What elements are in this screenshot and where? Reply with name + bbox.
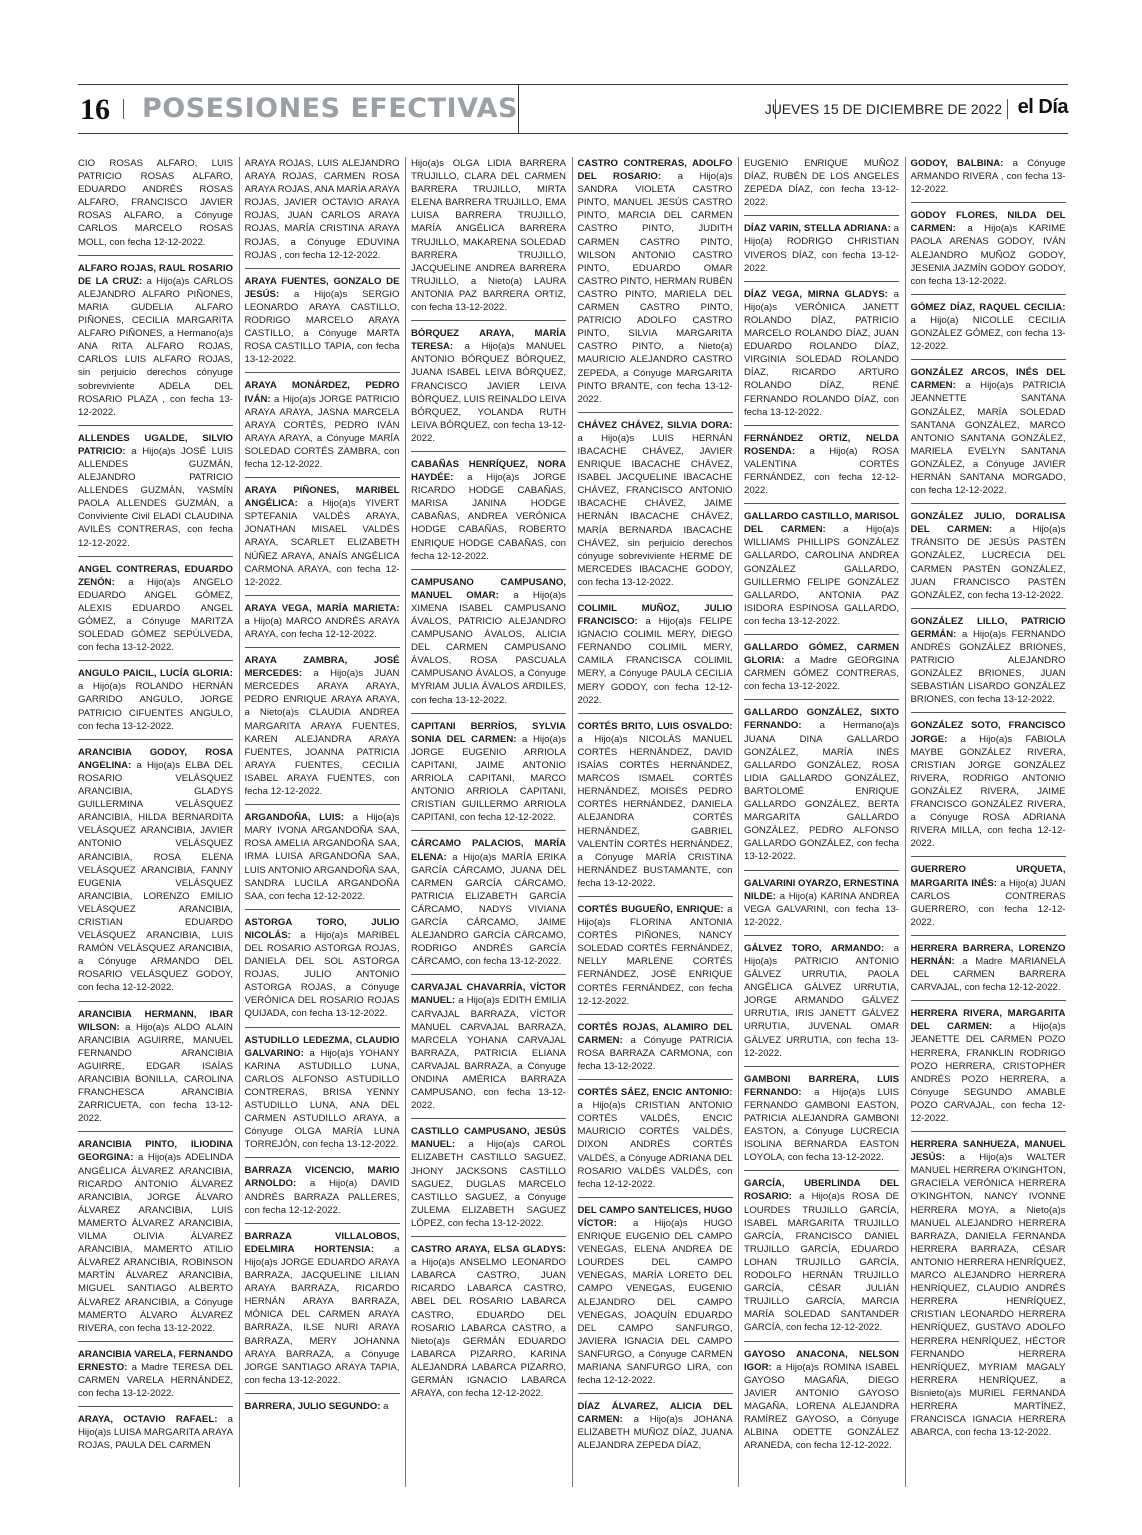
heirs-text: a Hijo(a)s NICOLÁS MANUEL CORTÉS HERNÁNDEZ, DAVID ISAÍAS CORTÉS HERNÁNDEZ, MARCOS ISMAEL CORTÉS HERNÁNDEZ, MOISÉS PEDRO CORTÉS HERNÁNDEZ, DANIELA ALEJANDRA CORTÉS HERNÁNDEZ, GABRIEL VALENTÍN CORTÉS HERNÁNDEZ, a Cónyuge MARÍA CRISTINA HERNÁNDEZ BUSTAMANTE, con fecha 13-12-2022. — [577, 733, 733, 889]
deceased-name: GÓMEZ DÍAZ, RAQUEL CECILIA: — [910, 301, 1066, 313]
notice-entry — [744, 222, 899, 281]
deceased-name: CORTÉS BUGUEÑO, ENRIQUE: — [577, 903, 724, 915]
notice-entry — [744, 706, 899, 870]
deceased-name: CABAÑAS HENRÍQUEZ, NORA HAYDÉE: — [411, 458, 566, 484]
notice-entry — [744, 942, 899, 1067]
notice-entry — [411, 576, 566, 714]
heirs-text: a Hijo(a)s TRÁNSITO DE JESÚS PASTÉN GONZÁLEZ, LUCRECIA DEL CARMEN PASTÉN GONZÁLEZ, JUAN FRANCISCO PASTÉN GONZÁLEZ, con fecha 13-12-2022. — [910, 524, 1066, 601]
heirs-text: a Hijo(a)s ROMINA ISABEL GAYOSO MAGAÑA, DIEGO JAVIER ANTONIO GAYOSO MAGAÑA, LORENA ALEJANDRA RAMÍREZ GAYOSO, a Cónyuge ALBINA ODETTE GONZÁLEZ ARANEDA, con fecha 12-12-2022. — [744, 1361, 899, 1452]
heirs-text: a Hijo(a)s ADELINDA ANGÉLICA ÁLVAREZ ARANCIBIA, RICARDO ANTONIO ÁLVAREZ ARANCIBIA, JORGE ÁLVARO ÁLVAREZ ARANCIBIA, LUIS MAMERTO ÁLVAREZ ARANCIBIA, VILMA OLIVIA ÁLVAREZ ARANCIBIA, MAMERTO ATILIO ÁLVAREZ ARANCIBIA, ROBINSON MARTÍN ÁLVAREZ ARANCIBIA, MIGUEL SANTIAGO ALBERTO ÁLVAREZ ARANCIBIA, a Cónyuge MAMERTO ÁLVARO ÁLVAREZ RIVERA, con fecha 13-12-2022. — [78, 1152, 233, 1334]
notice-entry — [411, 327, 566, 452]
deceased-name: CAPITANI BERRÍOS, SYLVIA SONIA DEL CARMEN: — [411, 720, 566, 745]
heirs-text: a Hijo(a)s JORGE EUGENIO ARRIOLA CAPITANI, JAIME ANTONIO ARRIOLA CAPITANI, MARCO ANTONIO ARRIOLA CAPITANI, CRISTIAN GUILLERMO ARRIOLA CAPITANI, con fecha 12-12-2022. — [411, 733, 566, 824]
deceased-name: GARCÍA, UBERLINDA DEL ROSARIO: — [744, 1178, 899, 1203]
notice-entry — [245, 602, 400, 648]
heirs-text: a Hijo(a)s ROLANDO HERNÁN GARRIDO ANGULO, JORGE PATRICIO CIFUENTES ANGULO, con fecha 13-12-2022. — [78, 681, 233, 732]
notice-entry — [78, 262, 233, 426]
heirs-text: a Hijo(a) DAVID ANDRÉS BARRAZA PALLERES, con fecha 12-12-2022. — [244, 1178, 400, 1216]
deceased-name: ALLENDES UGALDE, SILVIO PATRICIO: — [78, 432, 233, 457]
notice-entry — [411, 837, 566, 975]
deceased-name: ANGEL CONTRERAS, EDUARDO ZENÓN: — [78, 563, 233, 588]
notice-entry — [911, 942, 1066, 1001]
heirs-text: a Hijo(a)s FABIOLA MAYBE GONZÁLEZ RIVERA, CRISTIAN JORGE GONZÁLEZ RIVERA, RODRIGO ANTONIO GONZÁLEZ RIVERA, JAIME FRANCISCO GONZÁLEZ RIVERA, a Cónyuge ROSA ADRIANA RIVERA MILLA, con fecha 12-12-2022. — [910, 733, 1066, 850]
deceased-name: ARAYA PIÑONES, MARIBEL ANGÉLICA: — [244, 485, 400, 510]
heirs-text: a Hijo(a)s MARIBEL DEL ROSARIO ASTORGA ROJAS, DANIELA DEL SOL ASTORGA ROJAS, JULIO ANTONIO ASTORGA ROJAS, a Cónyuge VERÓNICA DEL ROSARIO ROJAS QUIJADA, con fecha 13-12-2022. — [244, 929, 400, 1020]
deceased-name: DÍAZ VEGA, MIRNA GLADYS: — [744, 288, 888, 300]
notice-column — [245, 157, 400, 1487]
notice-entry — [245, 1034, 400, 1159]
newspaper-logo: el Día — [1017, 96, 1068, 118]
deceased-name: CAMPUSANO CAMPUSANO, MANUEL OMAR: — [411, 576, 566, 601]
heirs-text: a Hijo(a) JUAN CARLOS CONTRERAS GUERRERO, con fecha 12-12-2022. — [910, 877, 1066, 928]
notice-entry — [578, 720, 733, 897]
notice-entry — [744, 877, 899, 936]
deceased-name: CHÁVEZ CHÁVEZ, SILVIA DORA: — [577, 419, 733, 431]
deceased-name: ARAYA MONÁRDEZ, PEDRO IVÁN: — [244, 380, 400, 405]
notice-entry — [245, 811, 400, 910]
column-rule — [239, 157, 240, 1487]
notice-entry — [911, 510, 1066, 609]
notice-entry — [411, 458, 566, 570]
deceased-name: HERRERA BARRERA, LORENZO HERNÁN: — [910, 942, 1066, 967]
notice-entry — [578, 602, 733, 714]
notice-entry — [78, 1348, 233, 1407]
notice-entry — [78, 1138, 233, 1341]
notice-entry — [245, 916, 400, 1028]
heirs-text: a Hijo(a)s SERGIO LEONARDO ARAYA CASTILLO, RODRIGO MARCELO ARAYA CASTILLO, a Cónyuge MARTA ROSA CASTILLO TAPIA, con fecha 13-12-2022. — [244, 288, 400, 366]
deceased-name: GALLARDO CASTILLO, MARISOL DEL CARMEN: — [744, 511, 899, 536]
deceased-name: ARAYA, OCTAVIO RAFAEL: — [78, 1414, 218, 1426]
header-separator — [123, 99, 124, 119]
notice-entry — [245, 157, 400, 269]
heirs-text: a Hijo(a)s EDITH EMILIA CARVAJAL BARRAZA, VÍCTOR MANUEL CARVAJAL BARRAZA, MARCELA YOHANA CARVAJAL BARRAZA, PATRICIA ELIANA CARVAJAL BARRAZA, a Cónyuge ONDINA AMÉRICA BARRAZA CAMPUSANO, con fecha 13-12-2022. — [411, 995, 566, 1112]
heirs-text: a Cónyuge PATRICIA ROSA BARRAZA CARMONA, con fecha 13-12-2022. — [577, 1034, 733, 1072]
notice-entry — [245, 275, 400, 374]
notice-entry — [411, 1243, 566, 1406]
heirs-text: a Hijo(a)s ELBA DEL ROSARIO VELÁSQUEZ ARANCIBIA, GLADYS GUILLERMINA VELÁSQUEZ ARANCIBIA, HILDA BERNARDITA VELÁSQUEZ ARANCIBIA, JAVIER ANTONIO VELÁSQUEZ ARANCIBIA, ROSA ELENA VELÁSQUEZ ARANCIBIA, FANNY EUGENIA VELÁSQUEZ ARANCIBIA, LORENZO EMILIO VELÁSQUEZ ARANCIBIA, CRISTIAN EDUARDO VELÁSQUEZ ARANCIBIA, LUIS RAMÓN VELÁSQUEZ ARANCIBIA, a Cónyuge ARMANDO DEL ROSARIO VELÁSQUEZ GODOY, con fecha 12-12-2022. — [78, 759, 233, 994]
heirs-text: a Hijo(a) ROSA VALENTINA CORTÉS FERNÁNDEZ, con fecha 12-12-2022. — [744, 445, 899, 497]
notice-entry — [911, 209, 1066, 295]
deceased-name: GODOY FLORES, NILDA DEL CARMEN: — [910, 210, 1066, 235]
issue-date: JUEVES 15 DE DICIEMBRE DE 2022 — [764, 101, 1002, 117]
notice-column — [578, 157, 733, 1487]
header-separator — [1007, 99, 1008, 119]
heirs-text: a Hijo(a)s CARLOS ALEJANDRO ALFARO PIÑONES, MARIA GUDELIA ALFARO PIÑONES, CECILIA MARGARITA ALFARO PIÑONES, a Hermano(a)s ANA RITA ALFARO ROJAS, CARLOS LUIS ALFARO ROJAS, sin perjuicio derechos cónyuge sobreviviente ADELA DEL ROSARIO PLAZA , con fecha 13-12-2022. — [78, 275, 233, 418]
notice-entry — [744, 288, 899, 426]
deceased-name: ARANCIBIA GODOY, ROSA ANGELINA: — [78, 746, 233, 771]
deceased-name: ASTUDILLO LEDEZMA, CLAUDIO GALVARINO: — [244, 1034, 400, 1059]
heirs-text: a Hijo(a)s VERÓNICA JANETT ROLANDO DÍAZ, PATRICIO MARCELO ROLANDO DÍAZ, JUAN EDUARDO ROLANDO DÍAZ, VIRGINIA SOLEDAD ROLANDO DÍAZ, RICARDO ARTURO ROLANDO DÍAZ, RENÉ FERNANDO ROLANDO DÍAZ, con fecha 13-12-2022. — [744, 288, 899, 418]
heirs-text: a Hijo(a)s JORGE PATRICIO ARAYA ARAYA, JASNA MARCELA ARAYA CORTÉS, PEDRO IVÁN ARAYA ARAYA, a Cónyuge MARÍA SOLEDAD CORTÉS ZAMBRA, con fecha 12-12-2022. — [244, 393, 400, 470]
deceased-name: ARGANDOÑA, LUIS: — [244, 812, 345, 824]
deceased-name: COLIMIL MUÑOZ, JULIO FRANCISCO: — [577, 603, 733, 628]
deceased-name: ALFARO ROJAS, RAUL ROSARIO DE LA CRUZ: — [78, 262, 233, 287]
notice-entry — [245, 484, 400, 596]
notice-entry — [744, 1348, 899, 1459]
heirs-text: a Cónyuge ARMANDO RIVERA , con fecha 13-12-2022. — [910, 158, 1066, 196]
page-header — [78, 84, 1068, 134]
notice-entry — [78, 667, 233, 739]
deceased-name: ASTORGA TORO, JULIO NICOLÁS: — [244, 916, 400, 941]
notice-entry — [78, 746, 233, 1002]
heirs-text: a Hijo(a)s FELIPE IGNACIO COLIMIL MERY, DIEGO FERNANDO COLIMIL MERY, CAMILA FRANCISCA COLIMIL MERY, a Cónyuge PAULA CECILIA MERY GODOY, con fecha 12-12-2022. — [577, 616, 733, 706]
heirs-text: a Hijo(a)s CRISTIAN ANTONIO CORTÉS VALDÉS, ENCIC MAURICIO CORTÉS VALDÉS, DIXON ANDRÉS CORTÉS VALDÉS, a Cónyuge ADRIANA DEL ROSARIO VALDÉS VALDÉS, con fecha 12-12-2022. — [577, 1100, 733, 1190]
deceased-name: HERRERA SANHUEZA, MANUEL JESÚS: — [910, 1139, 1066, 1164]
deceased-name: CASTRO ARAYA, ELSA GLADYS: — [411, 1244, 566, 1256]
heirs-text: a Hijo(a)s WILLIAMS PHILLIPS GONZÁLEZ GALLARDO, CAROLINA ANDREA GONZÁLEZ GALLARDO, GUILLERMO FELIPE GONZÁLEZ GALLARDO, ANTONIA PAZ ISIDORA ESPINOSA GALLARDO, con fecha 13-12-2022. — [744, 524, 899, 627]
heirs-text: a Hijo(a)s MANUEL ANTONIO BÓRQUEZ BÓRQUEZ, JUANA ISABEL LEIVA BÓRQUEZ, FRANCISCO JAVIER LEIVA BÓRQUEZ, LUIS REINALDO LEIVA BÓRQUEZ, YOLANDA RUTH LEIVA BÓRQUEZ, con fecha 13-12-2022. — [411, 341, 566, 444]
notice-entry — [78, 1008, 233, 1133]
heirs-text: a Hijo(a)s FLORINA ANTONIA CORTÉS PIÑONES, NANCY SOLEDAD CORTÉS FERNÁNDEZ, NELLY MARLENE CORTÉS FERNÁNDEZ, JOSÉ ENRIQUE CORTÉS FERNÁNDEZ, con fecha 12-12-2022. — [577, 903, 733, 1007]
notice-entry — [578, 419, 733, 596]
heirs-text: a Hijo(a)s JORGE RICARDO HODGE CABAÑAS, MARISA JANINA HODGE CABAÑAS, ANDREA VERÓNICA HODGE CABAÑAS, ROBERTO ENRIQUE HODGE CABAÑAS, con fecha 12-12-2022. — [411, 472, 566, 562]
deceased-name: ARAYA ZAMBRA, JOSÉ MERCEDES: — [244, 655, 400, 680]
notice-entry — [578, 1204, 733, 1394]
deceased-name: BÓRQUEZ ARAYA, MARÍA TERESA: — [411, 328, 566, 353]
notice-entry — [78, 432, 233, 557]
heirs-text: a Hijo(a)s ROSA DE LOURDES TRUJILLO GARCÍA, ISABEL MARGARITA TRUJILLO GARCÍA, FRANCISCO DANIEL TRUJILLO GARCÍA, EDUARDO LOHAN TRUJILLO GARCÍA, RODOLFO HERNÁN TRUJILLO GARCÍA, CÉSAR JULIÁN TRUJILLO GARCÍA, MARCIA MARÍA SOLEDAD SANTANDER GARCÍA, con fecha 12-12-2022. — [744, 1191, 899, 1334]
deceased-name: ANGULO PAICIL, LUCÍA GLORIA: — [78, 668, 233, 680]
deceased-name: BARRERA, JULIO SEGUNDO: — [244, 1400, 381, 1412]
column-rule — [572, 157, 573, 1487]
deceased-name: GAYOSO ANACONA, NELSON IGOR: — [744, 1348, 899, 1373]
heirs-text: a Hijo(a)s CAROL ELIZABETH CASTILLO SAGUEZ, JHONY JACKSONS CASTILLO SAGUEZ, DUGLAS MARCELO CASTILLO SAGUEZ, a Cónyuge ZULEMA ELIZABETH SAGUEZ LÓPEZ, con fecha 13-12-2022. — [411, 1139, 566, 1229]
heirs-text: a Hijo(a)s LUISA MARGARITA ARAYA ROJAS, PAULA DEL CARMEN — [78, 1414, 233, 1452]
notice-entry — [911, 301, 1066, 360]
heirs-text: a Hijo(a)s LUIS HERNÁN IBACACHE CHÁVEZ, JAVIER ENRIQUE IBACACHE CHÁVEZ, ISABEL JACQUELINE IBACACHE CHÁVEZ, FRANCISCO ANTONIO IBACACHE CHÁVEZ, JAIME HERNÁN IBACACHE CHÁVEZ, MARÍA BERNARDA IBACACHE CHÁVEZ, sin perjuicio derechos cónyuge sobreviviente HERME DE MERCEDES IBACACHE GODOY, con fecha 13-12-2022. — [577, 432, 733, 588]
deceased-name: CORTÉS SÁEZ, ENCIC ANTONIO: — [577, 1087, 733, 1099]
deceased-name: ARANCIBIA PINTO, ILIODINA GEORGINA: — [78, 1139, 233, 1164]
notice-entry — [911, 366, 1066, 504]
heirs-text: a Hijo(a)s JEANETTE DEL CARMEN POZO HERRERA, FRANKLIN RODRIGO POZO HERRERA, CRISTOPHER ANDRÉS POZO HERRERA, a Cónyuge SEGUNDO AMABLE POZO CARVAJAL, con fecha 12-12-2022. — [910, 1021, 1066, 1124]
heirs-text: CIO ROSAS ALFARO, LUIS PATRICIO ROSAS ALFARO, EDUARDO ANDRÉS ROSAS ALFARO, FRANCISCO JAVIER ROSAS ALFARO, a Cónyuge CARLOS MARCELO ROSAS MOLL, con fecha 12-12-2022. — [78, 158, 233, 248]
section-title: POSESIONES EFECTIVAS — [142, 93, 518, 124]
heirs-text: EUGENIO ENRIQUE MUÑOZ DÍAZ, RUBÉN DE LOS ANGELES ZEPEDA DÍAZ, con fecha 13-12-2022. — [744, 158, 899, 209]
deceased-name: GUERRERO URQUETA, MARGARITA INÉS: — [910, 864, 1066, 889]
heirs-text: a Hijo(a)s JOSÉ LUIS ALLENDES GUZMÁN, ALEJANDRO PATRICIO ALLENDES GUZMÁN, YASMÍN PAOLA ALLENDES GUZMÁN, a Conviviente Civil ELADI CLAUDINA AVILÉS CONTRERAS, con fecha 12-12-2022. — [78, 445, 233, 549]
heirs-text: a Hijo(a)s JUAN MERCEDES ARAYA ARAYA, PEDRO ENRIQUE ARAYA ARAYA, a Nieto(a)s CLAUDIA ANDREA MARGARITA ARAYA FUENTES, KAREN ALEJANDRA ARAYA FUENTES, JOANNA PATRICIA ARAYA FUENTES, CECILIA ISABEL ARAYA FUENTES, con fecha 12-12-2022. — [244, 668, 400, 798]
heirs-text: a Hijo(a)s MARY IVONA ARGANDOÑA SAA, ROSA AMELIA ARGANDOÑA SAA, IRMA LUISA ARGANDOÑA SAA, LUIS ANTONIO ARGANDOÑA SAA, SANDRA LUCILA ARGANDOÑA SAA, con fecha 12-12-2022. — [244, 812, 400, 902]
notice-column — [78, 157, 233, 1487]
heirs-text: a Hijo(a)s LUIS FERNANDO GAMBONI EASTON, PATRICIA ALEJANDRA GAMBONI EASTON, a Cónyuge LUCRECIA ISOLINA BERNARDA EASTON LOYOLA, con fecha 13-12-2022. — [744, 1086, 899, 1164]
deceased-name: BARRAZA VILLALOBOS, EDELMIRA HORTENSIA: — [244, 1230, 400, 1255]
notice-entry — [744, 510, 899, 635]
notice-column — [411, 157, 566, 1487]
notice-entry — [744, 1073, 899, 1172]
deceased-name: GONZÁLEZ LILLO, PATRICIO GERMÁN: — [910, 615, 1066, 640]
deceased-name: GAMBONI BARRERA, LUIS FERNANDO: — [744, 1073, 899, 1098]
heirs-text: a Hijo(a)s SANDRA VIOLETA CASTRO PINTO, MANUEL JESÚS CASTRO PINTO, MARCIA DEL CARMEN CASTRO PINTO, JUDITH CARMEN CASTRO PINTO, WILSON ANTONIO CASTRO PINTO, EDUARDO OMAR CASTRO PINTO, HERMAN RUBÉN CASTRO PINTO, MARIELA DEL CARMEN CASTRO PINTO, PATRICIO ADOLFO CASTRO PINTO, SILVIA MARGARITA CASTRO PINTO, a Nieto(a) MAURICIO ALEJANDRO CASTRO ZEPEDA, a Cónyuge MARGARITA PINTO BRANTE, con fecha 13-12-2022. — [577, 171, 733, 405]
heirs-text: a Hijo(a)s JOHANA ELIZABETH MUÑOZ DÍAZ, JUANA ALEJANDRA ZEPEDA DÍAZ, — [577, 1414, 733, 1452]
heirs-text: a Hijo(a)s HUGO ENRIQUE EUGENIO DEL CAMPO VENEGAS, ELENA ANDREA DE LOURDES DEL CAMPO VENEGAS, MARÍA LORETO DEL CAMPO VENEGAS, EUGENIO ALEJANDRO DEL CAMPO VENEGAS, JOAQUÍN EDUARDO DEL CAMPO SANFURGO, JAVIERA IGNACIA DEL CAMPO SANFURGO, a Cónyuge CARMEN MARIANA SANFURGO LIRA, con fecha 12-12-2022. — [577, 1217, 733, 1387]
heirs-text: a Hijo(a)s JORGE EDUARDO ARAYA BARRAZA, JACQUELINE LILIAN ARAYA BARRAZA, RICARDO HERNÁN ARAYA BARRAZA, MÓNICA DEL CARMEN ARAYA BARRAZA, ILSE NURI ARAYA BARRAZA, MERY JOHANNA ARAYA BARRAZA, a Cónyuge JORGE SANTIAGO ARAYA TAPIA, con fecha 13-12-2022. — [244, 1243, 400, 1386]
heirs-text: a Hijo(a)s WALTER MANUEL HERRERA O'KINGHTON, GRACIELA VERÓNICA HERRERA O'KINGHTON, NANCY IVONNE HERRERA MOYA, a Nieto(a)s MANUEL ALEJANDRO HERRERA BARRAZA, DANIELA FERNANDA HERRERA BARRAZA, CÉSAR ANTONIO HERRERA HENRÍQUEZ, MARCO ALEJANDRO HERRERA HENRÍQUEZ, CLAUDIO ANDRÉS HERRERA HENRÍQUEZ, CRISTIAN LEONARDO HERRERA HENRÍQUEZ, GUSTAVO ADOLFO HERRERA HENRÍQUEZ, HÉCTOR FERNANDO HERRERA HENRÍQUEZ, MYRIAM MAGALY HERRERA HENRÍQUEZ, a Bisnieto(a)s MURIEL FERNANDA HERRERA MARTÍNEZ, FRANCISCA IGNACIA HERRERA ABARCA, con fecha 13-12-2022. — [910, 1152, 1066, 1439]
notice-entry — [245, 1230, 400, 1394]
heirs-text: a Hijo(a)s ALDO ALAIN ARANCIBIA AGUIRRE, MANUEL FERNANDO ARANCIBIA AGUIRRE, EDGAR ISAÍAS ARANCIBIA BONILLA, CAROLINA FRANCHESCA ARANCIBIA ZARRICUETA, con fecha 13-12-2022. — [78, 1021, 233, 1125]
heirs-text: a Hijo(a)s PATRICIA JEANNETTE SANTANA GONZÁLEZ, MARÍA SOLEDAD SANTANA GONZÁLEZ, MARCO ANTONIO SANTANA GONZÁLEZ, MARIELA EVELYN SANTANA GONZÁLEZ, a Cónyuge JAVIER HERNÁN SANTANA MORGADO, con fecha 12-12-2022. — [910, 380, 1066, 497]
heirs-text: a Hijo(a) NICOLLE CECILIA GONZÁLEZ GÓMEZ, con fecha 13-12-2022. — [910, 314, 1066, 353]
heirs-text: a Hijo(a) MARCO ANDRÉS ARAYA ARAYA, con fecha 12-12-2022. — [244, 615, 400, 640]
heirs-text: a Hijo(a)s ANGELO EDUARDO ANGEL GÓMEZ, ALEXIS EDUARDO ANGEL GÓMEZ, a Cónyuge MARITZA SOLEDAD GÓMEZ SEPÚLVEDA, con fecha 13-12-2022. — [78, 576, 233, 654]
notice-entry — [911, 1007, 1066, 1132]
heirs-text: a Hijo(a) KARINA ANDREA VEGA GALVARINI, con fecha 13-12-2022. — [744, 890, 899, 928]
heirs-text: a Madre GEORGINA CARMEN GÓMEZ CONTRERAS, con fecha 13-12-2022. — [744, 655, 899, 693]
deceased-name: GONZÁLEZ SOTO, FRANCISCO JORGE: — [910, 720, 1066, 745]
deceased-name: DÍAZ ÁLVAREZ, ALICIA DEL CARMEN: — [577, 1401, 733, 1426]
heirs-text: a Hijo(a)s XIMENA ISABEL CAMPUSANO ÁVALOS, PATRICIO ALEJANDRO CAMPUSANO ÁVALOS, ALICIA DEL CARMEN CAMPUSANO ÁVALOS, ROSA PASCUALA CAMPUSANO ÁVALOS, a Cónyuge MYRIAM JULIA ÁVALOS ARDILES, con fecha 13-12-2022. — [411, 589, 566, 706]
deceased-name: ARANCIBIA HERMANN, IBAR WILSON: — [78, 1008, 233, 1033]
heirs-text: a Hijo(a)s ANSELMO LEONARDO LABARCA CASTRO, JUAN RICARDO LABARCA CASTRO, ABEL DEL ROSARIO LABARCA CASTRO, EDUARDO DEL ROSARIO LABARCA CASTRO, a Nieto(a)s GERMÁN EDUARDO LABARCA PIZARRO, KARINA ALEJANDRA LABARCA PIZARRO, GERMÁN IGNACIO LABARCA ARAYA, con fecha 12-12-2022. — [411, 1257, 566, 1400]
deceased-name: GALLARDO GONZÁLEZ, SIXTO FERNANDO: — [744, 707, 899, 732]
notice-entry — [911, 719, 1066, 857]
heirs-text: a Hijo(a)s MARÍA ERIKA GARCÍA CÁRCAMO, JUANA DEL CARMEN GARCÍA CÁRCAMO, PATRICIA ELIZABETH GARCÍA CÁRCAMO, NADYS VIVIANA GARCÍA CÁRCAMO, JAIME ALEJANDRO GARCÍA CÁRCAMO, RODRIGO ANDRÉS GARCÍA CÁRCAMO, con fecha 13-12-2022. — [411, 851, 566, 968]
notice-entry — [245, 654, 400, 805]
notice-entry — [245, 379, 400, 478]
heirs-text: a Hijo(a)s FERNANDO ANDRÉS GONZÁLEZ BRIONES, PATRICIO ALEJANDRO GONZÁLEZ BRIONES, JUAN SEBASTIÁN LISARDO GONZÁLEZ BRIONES, con fecha 13-12-2022. — [910, 628, 1066, 706]
notice-entry — [744, 157, 899, 216]
column-rule — [738, 157, 739, 1487]
deceased-name: ARANCIBIA VARELA, FERNANDO ERNESTO: — [78, 1348, 233, 1373]
column-rule — [405, 157, 406, 1487]
heirs-text: a Hijo(a)s PATRICIO ANTONIO GÁLVEZ URRUTIA, PAOLA ANGÉLICA GÁLVEZ URRUTIA, JORGE ARMANDO GÁLVEZ URRUTIA, IRIS JANETT GÁLVEZ URRUTIA, JUVENAL OMAR GÁLVEZ URRUTIA, con fecha 13-12-2022. — [744, 942, 899, 1059]
heirs-text: a Madre MARIANELA DEL CARMEN BARRERA CARVAJAL, con fecha 12-12-2022. — [910, 955, 1066, 994]
notice-entry — [78, 157, 233, 256]
notice-entry — [245, 1400, 400, 1419]
notice-entry — [744, 641, 899, 700]
notice-entry — [911, 615, 1066, 714]
heirs-text: a — [383, 1400, 389, 1412]
page-number: 16 — [80, 93, 110, 126]
deceased-name: HERRERA RIVERA, MARGARITA DEL CARMEN: — [910, 1008, 1066, 1033]
notice-columns — [78, 157, 1068, 1487]
column-rule — [905, 157, 906, 1487]
heirs-text: a Hermano(a)s JUANA DINA GALLARDO GONZÁLEZ, MARÍA INÉS GALLARDO GONZÁLEZ, ROSA LIDIA GALLARDO GONZÁLEZ, BARTOLOMÉ ENRIQUE GALLARDO GONZÁLEZ, BERTA MARGARITA GALLARDO GONZÁLEZ, PEDRO ALFONSO GALLARDO GONZÁLEZ, con fecha 13-12-2022. — [744, 720, 899, 863]
notice-entry — [411, 981, 566, 1119]
deceased-name: GALLARDO GÓMEZ, CARMEN GLORIA: — [744, 642, 899, 667]
heirs-text: a Hijo(a)s KARIME PAOLA ARENAS GODOY, IVÁN ALEJANDRO MUÑOZ GODOY, JESENIA JAZMÍN GODOY GODOY, con fecha 13-12-2022. — [910, 223, 1066, 287]
heirs-text: a Hijo(a)s YIVERT SPTEFANIA VALDÉS ARAYA, JONATHAN MISAEL VALDÉS ARAYA, SCARLET ELIZABETH NÚÑEZ ARAYA, ANAÍS ANGÉLICA CARMONA ARAYA, con fecha 12-12-2022. — [244, 498, 400, 588]
deceased-name: CORTÉS ROJAS, ALAMIRO DEL CARMEN: — [577, 1021, 733, 1046]
heirs-text: ARAYA ROJAS, LUIS ALEJANDRO ARAYA ROJAS, CARMEN ROSA ARAYA ROJAS, ANA MARÍA ARAYA ROJAS, JAVIER OCTAVIO ARAYA ROJAS, JUAN CARLOS ARAYA ROJAS, MARÍA CRISTINA ARAYA ROJAS, a Cónyuge EDUVINA ROJAS , con fecha 12-12-2022. — [244, 158, 400, 261]
deceased-name: ARAYA FUENTES, GONZALO DE JESÚS: — [244, 275, 400, 300]
deceased-name: CASTRO CONTRERAS, ADOLFO DEL ROSARIO: — [577, 158, 733, 183]
deceased-name: FERNÁNDEZ ORTIZ, NELDA ROSENDA: — [744, 432, 899, 457]
notice-entry — [578, 1021, 733, 1080]
notice-entry — [245, 1164, 400, 1223]
notice-entry — [911, 1138, 1066, 1445]
deceased-name: CASTILLO CAMPUSANO, JESÚS MANUEL: — [411, 1126, 566, 1151]
notice-entry — [911, 157, 1066, 203]
notice-entry — [578, 157, 733, 413]
notice-entry — [578, 903, 733, 1015]
deceased-name: ARAYA VEGA, MARÍA MARIETA: — [244, 602, 400, 614]
heirs-text: Hijo(a)s OLGA LIDIA BARRERA TRUJILLO, CLARA DEL CARMEN BARRERA TRUJILLO, MIRTA ELENA BARRERA TRUJILLO, EMA LUISA BARRERA TRUJILLO, MARÍA ANGÉLICA BARRERA TRUJILLO, MAKARENA SOLEDAD BARRERA TRUJILLO, JACQUELINE ANDREA BARRERA TRUJILLO, a Nieto(a) LAURA ANTONIA PAZ BARRERA ORTIZ, con fecha 13-12-2022. — [411, 158, 566, 314]
notice-entry — [411, 157, 566, 321]
notice-column — [744, 157, 899, 1487]
notice-entry — [578, 1400, 733, 1458]
deceased-name: GÁLVEZ TORO, ARMANDO: — [744, 942, 885, 954]
deceased-name: GALVARINI OYARZO, ERNESTINA NILDE: — [744, 877, 899, 902]
deceased-name: GONZÁLEZ JULIO, DORALISA DEL CARMEN: — [910, 511, 1066, 536]
heirs-text: a Madre TERESA DEL CARMEN VARELA HERNÁNDEZ, con fecha 13-12-2022. — [78, 1361, 233, 1400]
deceased-name: GODOY, BALBINA: — [910, 158, 1004, 169]
deceased-name: DÍAZ VARIN, STELLA ADRIANA: — [744, 223, 891, 235]
deceased-name: GONZÁLEZ ARCOS, INÉS DEL CARMEN: — [910, 367, 1066, 392]
header-divider — [518, 85, 519, 133]
notice-column — [911, 157, 1066, 1487]
deceased-name: CARVAJAL CHAVARRÍA, VÍCTOR MANUEL: — [411, 982, 566, 1007]
notice-entry — [78, 1413, 233, 1458]
deceased-name: CÁRCAMO PALACIOS, MARÍA ELENA: — [411, 838, 566, 863]
heirs-text: a Hijo(a) RODRIGO CHRISTIAN VIVEROS DÍAZ, con fecha 13-12-2022. — [744, 223, 899, 274]
notice-entry — [911, 863, 1066, 935]
notice-entry — [578, 1086, 733, 1198]
deceased-name: BARRAZA VICENCIO, MARIO ARNOLDO: — [244, 1165, 400, 1190]
notice-entry — [744, 1177, 899, 1341]
notice-entry — [411, 1125, 566, 1237]
notice-entry — [78, 563, 233, 662]
notice-entry — [411, 720, 566, 832]
heirs-text: a Hijo(a)s YOHANY KARINA ASTUDILLO LUNA, CARLOS ALFONSO ASTUDILLO CONTRERAS, BRISA YENNY ASTUDILLO LUNA, ANA DEL CARMEN ASTUDILLO ARAYA, a Cónyuge OLGA MARÍA LUNA TORREJÓN, con fecha 13-12-2022. — [244, 1047, 400, 1151]
deceased-name: CORTÉS BRITO, LUIS OSVALDO: — [577, 720, 733, 732]
notice-entry — [744, 432, 899, 504]
deceased-name: DEL CAMPO SANTELICES, HUGO VÍCTOR: — [577, 1204, 733, 1229]
